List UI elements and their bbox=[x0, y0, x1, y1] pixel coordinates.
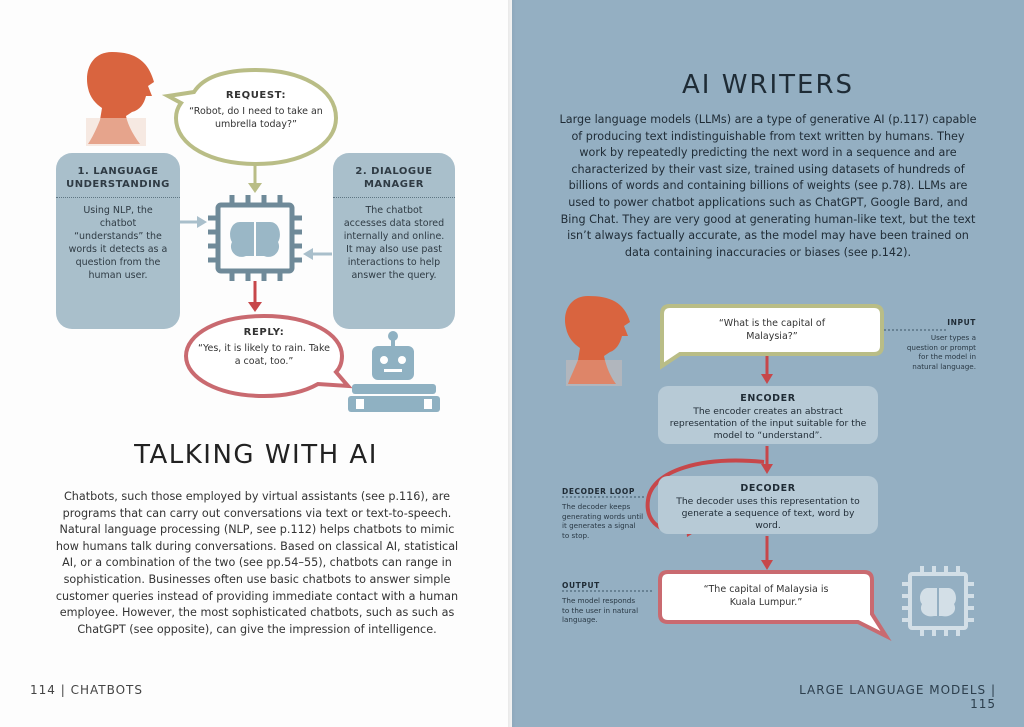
processor-chip-icon bbox=[902, 566, 974, 636]
dialogue-manager-box bbox=[333, 153, 455, 329]
human-head-icon bbox=[86, 52, 154, 146]
right-folio: LARGE LANGUAGE MODELS | 115 bbox=[799, 683, 996, 711]
left-folio: 114 | CHATBOTS bbox=[30, 683, 143, 697]
robot-icon bbox=[348, 331, 440, 412]
dialogue-manager-text: The chatbot accesses data stored internally and online. It may also use past interactions to help answer the query. bbox=[343, 205, 445, 281]
decoder-loop-text: The decoder keeps generating words until it generates a signal to stop. bbox=[562, 502, 644, 540]
input-annotation-title: INPUT bbox=[947, 318, 976, 327]
input-box-text: “What is the capital of Malaysia?” bbox=[718, 318, 826, 342]
encoder-box bbox=[658, 386, 878, 444]
page-title-ai-writers: AI WRITERS bbox=[681, 70, 855, 100]
language-understanding-title: 1. LANGUAGE UNDERSTANDING bbox=[56, 153, 180, 198]
output-box bbox=[666, 578, 866, 618]
output-annotation bbox=[562, 581, 644, 625]
brain-icon bbox=[920, 588, 956, 616]
input-annotation bbox=[904, 318, 976, 371]
decoder-box bbox=[658, 476, 878, 534]
output-annotation-text: The model responds to the user in natural language. bbox=[562, 596, 639, 624]
encoder-title: ENCODER bbox=[740, 393, 796, 404]
reply-label: REPLY: bbox=[243, 327, 285, 338]
llm-paragraph: Large language models (LLMs) are a type of generative AI (p.117) capable of producing text indistinguishable from text written by humans. They work by repeatedly predicting the next word in a sequence and are characterized by their vast size, trained using datasets of hundreds of billions of words and containing billions of weights (see p.78). LLMs are used to power chatbot applications such as ChatGPT, Google Bard, and Bing Chat. They are very good at generating human-like text, but the text isn’t always factually accurate, as the model may have been trained on data containing inaccuracies or biases (see p.142). bbox=[559, 113, 977, 259]
output-annotation-title: OUTPUT bbox=[562, 581, 600, 590]
input-box bbox=[668, 312, 876, 350]
book-spine-shadow bbox=[508, 0, 516, 727]
decoder-loop-title: DECODER LOOP bbox=[562, 487, 635, 496]
decoder-text: The decoder uses this representation to generate a sequence of text, word by word. bbox=[676, 496, 860, 531]
decoder-loop-annotation bbox=[562, 487, 644, 540]
request-bubble bbox=[186, 90, 326, 131]
page-title-talking-with-ai: TALKING WITH AI bbox=[134, 440, 378, 470]
language-understanding-text: Using NLP, the chatbot “understands” the words it detects as a question from the human user. bbox=[68, 205, 168, 281]
right-page bbox=[512, 0, 1024, 727]
reply-bubble bbox=[194, 327, 334, 368]
language-understanding-box bbox=[56, 153, 180, 329]
output-box-text: “The capital of Malaysia is Kuala Lumpur.” bbox=[703, 584, 829, 608]
chatbots-paragraph: Chatbots, such those employed by virtual assistants (see p.116), are programs that can carry out conversations via text or text-to-speech. Natural language processing (NLP, see p.112) helps chatbots to mimic how humans talk during conversations. Based on classical AI, statistical AI, or a combination of the two (see pp.54–55), chatbots can range in sophistication. Businesses often use basic chatbots to answer simple customer queries instead of providing immediate contact with a human employee. However, the most sophisticated chatbots, such as such as ChatGPT (see opposite), can give the impression of intelligence. bbox=[55, 490, 459, 636]
request-label: REQUEST: bbox=[225, 90, 287, 101]
dialogue-manager-title: 2. DIALOGUE MANAGER bbox=[333, 153, 455, 198]
processor-chip-icon bbox=[208, 195, 302, 281]
encoder-text: The encoder creates an abstract representation of the input suitable for the model to “understand”. bbox=[669, 406, 867, 441]
human-head-icon bbox=[565, 296, 630, 386]
request-text: “Robot, do I need to take an umbrella today?” bbox=[189, 106, 323, 130]
decoder-title: DECODER bbox=[740, 483, 796, 494]
reply-text: “Yes, it is likely to rain. Take a coat, too.” bbox=[198, 343, 330, 367]
input-annotation-text: User types a question or prompt for the model in natural language. bbox=[906, 333, 976, 371]
brain-icon bbox=[230, 222, 280, 257]
